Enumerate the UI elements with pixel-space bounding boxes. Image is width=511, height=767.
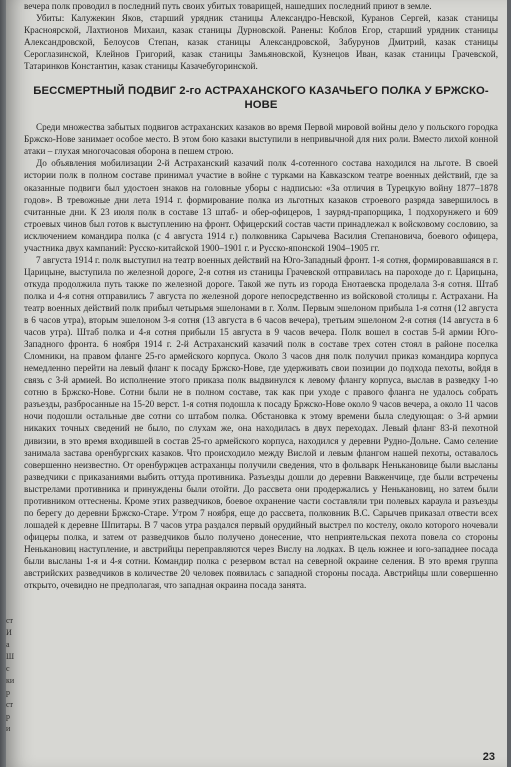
- margin-fragment: р: [6, 712, 10, 721]
- margin-fragment: ст: [6, 616, 14, 625]
- margin-fragment: Ш: [6, 652, 15, 661]
- page-number: 23: [482, 751, 495, 763]
- margin-fragment: р: [6, 688, 10, 697]
- adjacent-page-margin: [6, 615, 20, 735]
- page-text: [24, 0, 498, 591]
- margin-fragment: И: [6, 628, 12, 637]
- article-paragraph-2: До объявления мобилизации 2-й Астраханский казачий полк 4-сотенного состава находился на льготе. В своей истории полк в полном составе принимал участие в войне с турками на Кавказском театре военных действий, где за оказанные подвиги был удостоен знаков на головные уборы с надписью: «За отличия в Турецкую войну 1877–1878 годов». В тревожные дни лета 1914 г. формирование полка из льготных казаков строевого разряда завершилось в считанные дни. К 23 июля полк в составе 13 штаб- и обер-офицеров, 1 зауряд-прапорщика, 1 подхорунжего и 609 строевых чинов был готов к выступлению на фронт. Офицерский состав части принадлежал к войсковому сословию, за исключением командира полка (с 4 августа 1914 г.) полковника Сарычева Василия Степановича, боевого офицера, участника двух кампаний: Русско-китайской 1900–1901 г. и Русско-японской 1904–1905 гг.: [24, 158, 498, 253]
- casualty-list-paragraph: Убиты: Калужекин Яков, старший урядник станицы Александро-Невской, Куранов Сергей, казак станицы Красноярской, Лахтионов Михаил, казак станицы Дурновской. Ранены: Коблов Егор, старший урядник станицы Александровской, Белоусов Степан, казак станицы Александровской, Забурунов Дмитрий, казак станицы Сероглазинской, Клейнов Григорий, казак станицы Замьяновской, Кузнецов Иван, казак станицы Грачевской, Татаринков Константин, казак станицы Казачебугоринской.: [24, 13, 498, 72]
- margin-fragment: ки: [6, 676, 15, 685]
- margin-fragment: и: [6, 724, 11, 733]
- article-paragraph-1: Среди множества забытых подвигов астраханских казаков во время Первой мировой войны дело у польского городка Бржско-Нове занимает особое место. В этом бою казаки выступили в непривычной для них роли. Вместо лихой конной атаки – глухая многочасовая оборона в пешем строю.: [24, 122, 498, 157]
- article-paragraph-3: 7 августа 1914 г. полк выступил на театр военных действий на Юго-Западный фронт. 1-я сотня, формировавшаяся в г. Царицыне, выступила по железной дороге, 2-я сотня из станицы Грачевской отправилась на пароходе до г. Царицына, откуда продолжила путь также по железной дороге. Такой же путь из города Енотаевска проделала 3-я сотня. Штаб полка и 4-я сотня отправились 7 августа по железной дороге непосредственно из войсковой столицы г. Астрахани. На театр военных действий полк прибыл четырьмя эшелонами в г. Холм. Первым эшелоном прибыла 1-я сотня (12 августа в 6 часов утра), вторым эшелоном 3-я сотня (13 августа в 6 часов вечера), третьим эшелоном 2-я сотня (14 августа в 6 часов утра). Штаб полка и 4-я сотня прибыли 15 августа в 9 часов вечера. Полк вошел в состав 5-й армии Юго-Западного фронта. 6 ноября 1914 г. 2-й Астраханский казачий полк в составе трех сотен стоял в районе поселка Сломники, на правом фланге 25-го армейского корпуса. Около 3 часов дня полк получил приказ командира корпуса немедленно перейти на левый фланг к посаду Бржско-Нове, где удерживать свои позиции до подхода пехоты, войдя в связь с 3-й армией. Во исполнение этого приказа полк выдвинулся к левому флангу корпуса, выслав в разведку 1-ю сотню в Бржско-Нове. Сотни были не в полном составе, так как при уходе с правого фланга не удалось собрать разъезды, разбросанные на 15-20 верст. 1-я сотня подошла к посаду Бржско-Нове около 9 часов вечера, а около 11 часов ночи подошли остальные две сотни со штабом полка. Обстановка к этому времени была следующая: о 3-й армии никаких точных сведений не было, по слухам же, она находилась в двух переходах. Левый фланг 83-й пехотной дивизии, в это время входившей в состав 25-го армейского корпуса, находился у деревни Рудно-Дольне. Само селение занимала застава оренбургских казаков. Что происходило между Вислой и левым флангом нашей пехоты, оставалось совершенно неизвестно. От оренбуржцев астраханцы получили сведения, что в фольварк Ненькановице были высланы разведчики с приказаниями выбить оттуда противника. Разъезды дошли до деревни Вавженчице, где были встречены выстрелами противника и принуждены были отойти. До рассвета они продержались у Ненькановиц, но затем были противником оттеснены. Кроме этих разведчиков, боевое охранение части составляли три полевых караула и разъезды по берегу до деревни Бржско-Старе. Утром 7 ноября, еще до рассвета, полковник В.С. Сарычев приказал отвести всех лошадей к деревне Шпитары. В 7 часов утра раздался первый орудийный выстрел по костелу, около которого ночевали офицеры полка, и затем от разведчиков было получено донесение, что неприятельская пехота повела со стороны Ненькановиц наступление, и австрийцы переправляются через Вислу на лодках. В цель южнее и юго-западнее посада были высланы 1-я и 4-я сотни. Командир полка с резервом встал на северной окраине селения. В это время группа австрийских разведчиков в количестве 20 человек появилась с западной стороны посада. Австрийцы шли совершенно открыто, очевидно не предполагая, что западная окраина посада занята.: [24, 254, 498, 591]
- article-title: БЕССМЕРТНЫЙ ПОДВИГ 2-го АСТРАХАНСКОГО КАЗАЧЬЕГО ПОЛКА У БРЖСКО-НОВЕ: [33, 85, 489, 112]
- intro-paragraph: вечера полк проводил в последний путь своих убитых товарищей, нашедших последний приют в земле.: [24, 1, 432, 11]
- margin-fragment: с: [6, 664, 10, 673]
- book-page: [6, 0, 507, 767]
- margin-fragment: ст: [6, 700, 14, 709]
- margin-fragment: а: [6, 640, 10, 649]
